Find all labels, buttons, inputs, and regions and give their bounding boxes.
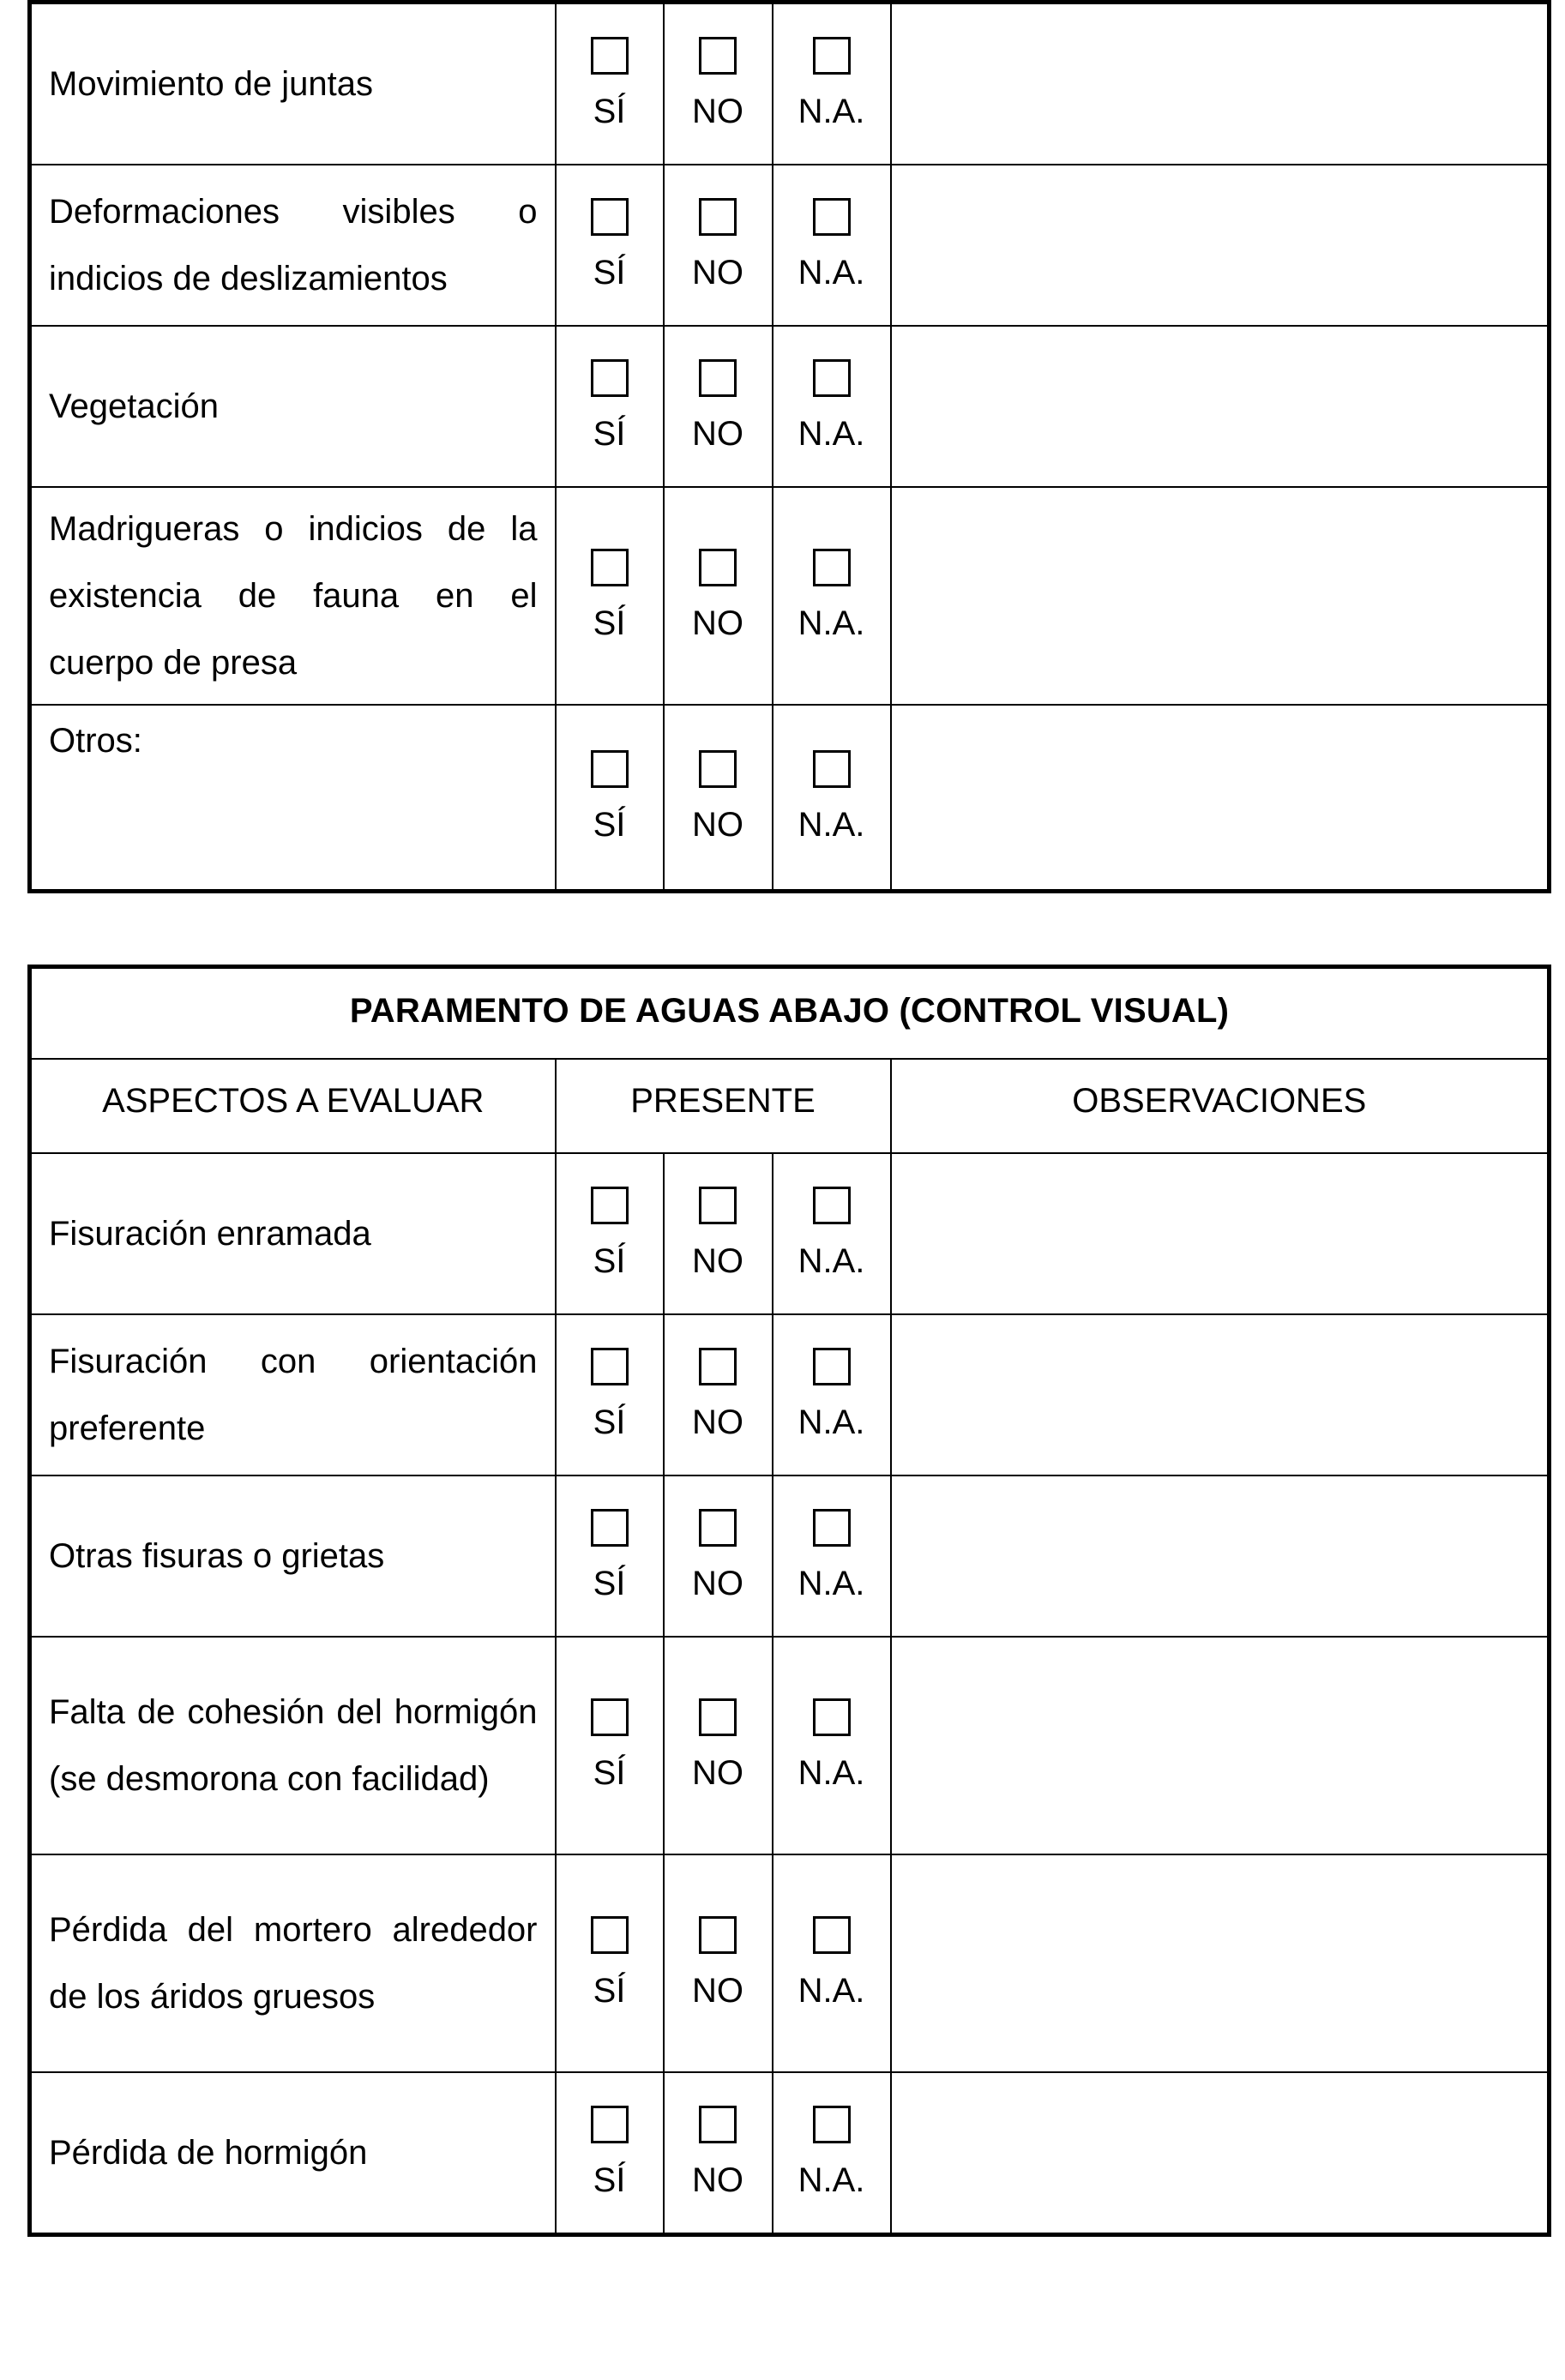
si-checkbox[interactable] [591, 1698, 629, 1736]
option-na-cell [773, 705, 891, 892]
no-checkbox[interactable] [699, 1348, 737, 1385]
observations-field[interactable] [891, 2072, 1550, 2235]
option-na-cell [773, 1637, 891, 1854]
header-aspects: ASPECTOS A EVALUAR [30, 1059, 556, 1153]
option-si-cell [556, 1637, 664, 1854]
si-label: SÍ [593, 604, 626, 642]
option-na-cell [773, 326, 891, 487]
no-label: NO [692, 806, 743, 844]
si-checkbox[interactable] [591, 750, 629, 788]
na-label: N.A. [798, 1754, 865, 1792]
na-checkbox[interactable] [813, 1187, 851, 1224]
aspect-label: Otros: [30, 705, 556, 892]
aspect-label: Vegetación [30, 326, 556, 487]
table-row [30, 1637, 1550, 1854]
option-na-cell [773, 2072, 891, 2235]
si-checkbox[interactable] [591, 359, 629, 397]
aspect-label: Pérdida de hormigón [30, 2072, 556, 2235]
no-label: NO [692, 1565, 743, 1602]
table-row [30, 3, 1550, 165]
option-si-cell [556, 1314, 664, 1475]
option-na-cell [773, 1475, 891, 1637]
option-no-cell [664, 705, 773, 892]
na-checkbox[interactable] [813, 1916, 851, 1954]
option-si-cell [556, 1153, 664, 1314]
table-row [30, 326, 1550, 487]
si-checkbox[interactable] [591, 1509, 629, 1547]
option-no-cell [664, 1637, 773, 1854]
na-checkbox[interactable] [813, 198, 851, 236]
na-label: N.A. [798, 1242, 865, 1280]
no-checkbox[interactable] [699, 549, 737, 586]
no-checkbox[interactable] [699, 1187, 737, 1224]
option-no-cell [664, 165, 773, 326]
na-checkbox[interactable] [813, 750, 851, 788]
option-no-cell [664, 3, 773, 165]
observations-field[interactable] [891, 487, 1550, 705]
si-checkbox[interactable] [591, 549, 629, 586]
na-label: N.A. [798, 1972, 865, 2010]
no-checkbox[interactable] [699, 198, 737, 236]
table-title: PARAMENTO DE AGUAS ABAJO (CONTROL VISUAL) [30, 967, 1550, 1060]
observations-field[interactable] [891, 1314, 1550, 1475]
table-row [30, 1854, 1550, 2072]
no-checkbox[interactable] [699, 1509, 737, 1547]
na-label: N.A. [798, 93, 865, 130]
na-label: N.A. [798, 1403, 865, 1441]
si-label: SÍ [593, 415, 626, 453]
aspect-label: Fisuración enramada [30, 1153, 556, 1314]
no-label: NO [692, 1972, 743, 2010]
table-row [30, 1314, 1550, 1475]
si-label: SÍ [593, 1972, 626, 2010]
option-si-cell [556, 165, 664, 326]
aspect-label: Otras fisuras o grietas [30, 1475, 556, 1637]
table-row [30, 165, 1550, 326]
si-label: SÍ [593, 806, 626, 844]
table-row [30, 1153, 1550, 1314]
observations-field[interactable] [891, 705, 1550, 892]
table-title-row [30, 967, 1550, 1060]
table-row [30, 705, 1550, 892]
na-checkbox[interactable] [813, 1348, 851, 1385]
na-checkbox[interactable] [813, 549, 851, 586]
downstream-face-table [27, 965, 1551, 2237]
no-checkbox[interactable] [699, 1698, 737, 1736]
si-label: SÍ [593, 1565, 626, 1602]
na-label: N.A. [798, 1565, 865, 1602]
option-si-cell [556, 326, 664, 487]
table-row [30, 1475, 1550, 1637]
no-checkbox[interactable] [699, 2106, 737, 2143]
si-label: SÍ [593, 1242, 626, 1280]
na-checkbox[interactable] [813, 1698, 851, 1736]
no-label: NO [692, 254, 743, 291]
na-label: N.A. [798, 604, 865, 642]
observations-field[interactable] [891, 1854, 1550, 2072]
si-label: SÍ [593, 254, 626, 291]
observations-field[interactable] [891, 1153, 1550, 1314]
option-no-cell [664, 1153, 773, 1314]
observations-field[interactable] [891, 326, 1550, 487]
na-checkbox[interactable] [813, 2106, 851, 2143]
table-header-row [30, 1059, 1550, 1153]
no-checkbox[interactable] [699, 37, 737, 75]
si-checkbox[interactable] [591, 198, 629, 236]
header-observations: OBSERVACIONES [891, 1059, 1550, 1153]
na-label: N.A. [798, 254, 865, 291]
aspect-label: Pérdida del mortero alrededor de los áridos gruesos [30, 1854, 556, 2072]
option-no-cell [664, 2072, 773, 2235]
option-no-cell [664, 1854, 773, 2072]
table-row [30, 2072, 1550, 2235]
option-na-cell [773, 487, 891, 705]
no-label: NO [692, 2161, 743, 2199]
option-na-cell [773, 3, 891, 165]
no-label: NO [692, 93, 743, 130]
no-label: NO [692, 1754, 743, 1792]
si-label: SÍ [593, 1754, 626, 1792]
option-si-cell [556, 2072, 664, 2235]
option-no-cell [664, 1314, 773, 1475]
observations-field[interactable] [891, 3, 1550, 165]
option-no-cell [664, 326, 773, 487]
si-label: SÍ [593, 2161, 626, 2199]
si-checkbox[interactable] [591, 2106, 629, 2143]
option-na-cell [773, 165, 891, 326]
na-checkbox[interactable] [813, 37, 851, 75]
no-label: NO [692, 415, 743, 453]
si-label: SÍ [593, 93, 626, 130]
no-checkbox[interactable] [699, 359, 737, 397]
option-na-cell [773, 1153, 891, 1314]
table-row [30, 487, 1550, 705]
observations-field[interactable] [891, 1637, 1550, 1854]
si-checkbox[interactable] [591, 1348, 629, 1385]
aspect-label: Deformaciones visibles o indicios de deslizamientos [30, 165, 556, 326]
no-checkbox[interactable] [699, 750, 737, 788]
option-si-cell [556, 3, 664, 165]
na-label: N.A. [798, 2161, 865, 2199]
aspect-label: Madrigueras o indicios de la existencia de fauna en el cuerpo de presa [30, 487, 556, 705]
observations-field[interactable] [891, 165, 1550, 326]
no-label: NO [692, 1403, 743, 1441]
aspect-label: Fisuración con orientación preferente [30, 1314, 556, 1475]
option-si-cell [556, 705, 664, 892]
no-label: NO [692, 604, 743, 642]
no-checkbox[interactable] [699, 1916, 737, 1954]
option-na-cell [773, 1854, 891, 2072]
si-label: SÍ [593, 1403, 626, 1441]
si-checkbox[interactable] [591, 1187, 629, 1224]
option-si-cell [556, 487, 664, 705]
option-si-cell [556, 1475, 664, 1637]
na-checkbox[interactable] [813, 359, 851, 397]
si-checkbox[interactable] [591, 1916, 629, 1954]
no-label: NO [692, 1242, 743, 1280]
observations-field[interactable] [891, 1475, 1550, 1637]
na-checkbox[interactable] [813, 1509, 851, 1547]
option-no-cell [664, 487, 773, 705]
si-checkbox[interactable] [591, 37, 629, 75]
aspect-label: Movimiento de juntas [30, 3, 556, 165]
option-na-cell [773, 1314, 891, 1475]
aspect-label: Falta de cohesión del hormigón (se desmorona con facilidad) [30, 1637, 556, 1854]
na-label: N.A. [798, 806, 865, 844]
na-label: N.A. [798, 415, 865, 453]
upper-inspection-table [27, 0, 1551, 893]
header-present: PRESENTE [556, 1059, 891, 1153]
option-si-cell [556, 1854, 664, 2072]
option-no-cell [664, 1475, 773, 1637]
